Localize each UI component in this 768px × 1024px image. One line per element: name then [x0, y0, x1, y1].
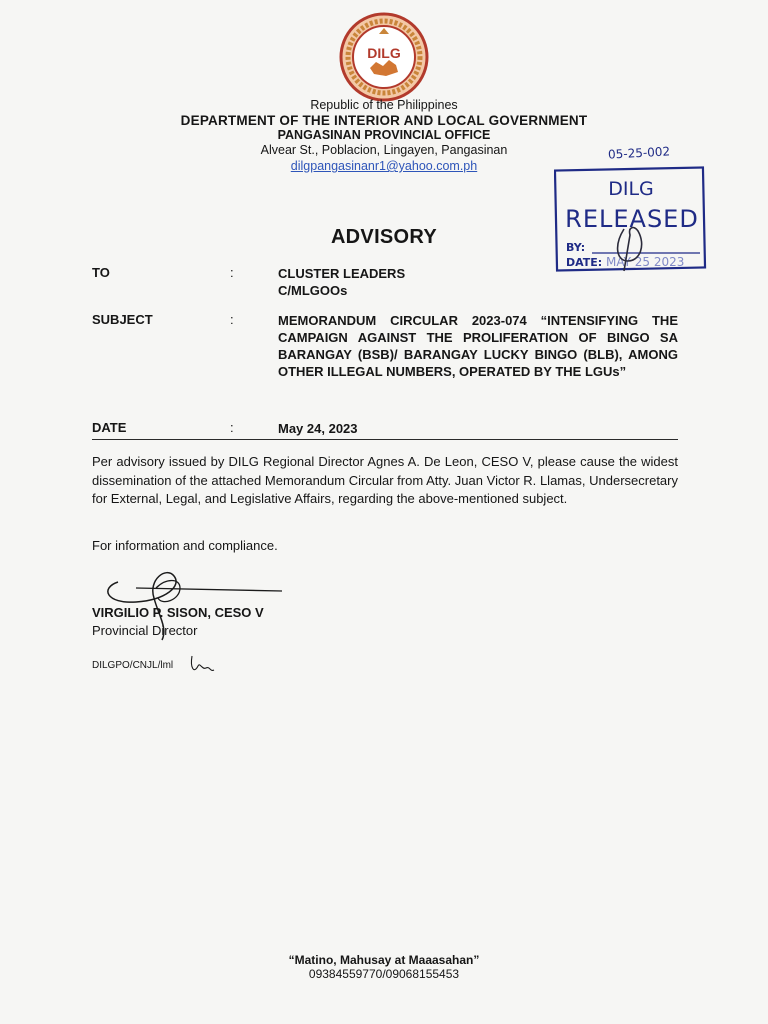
- subject-label: SUBJECT: [92, 312, 153, 327]
- to-label: TO: [92, 265, 110, 280]
- handwritten-initials: [188, 650, 218, 678]
- to-recipient: C/MLGOOs: [278, 283, 348, 298]
- to-colon: :: [230, 265, 234, 280]
- letterhead: [0, 98, 768, 174]
- released-stamp: [554, 165, 708, 273]
- signatory-title: Provincial Director: [92, 623, 198, 638]
- dilg-seal-icon: [336, 12, 432, 102]
- reference-initials: DILGPO/CNJL/lml: [92, 660, 174, 671]
- body-paragraph: Per advisory issued by DILG Regional Director Agnes A. De Leon, CESO V, please cause the widest dissemination of the attached Memorandum Circular from Atty. Juan Victor R. Llamas, Undersecretary for External, Legal, and Legislative Affairs, regarding the above-mentioned subject.: [92, 454, 678, 506]
- stamp-handwritten-date: 05-25-002: [607, 144, 671, 162]
- to-recipients: [278, 265, 678, 299]
- stamp-by-label: BY:: [566, 241, 586, 254]
- date-field: [92, 420, 678, 438]
- subject-text: MEMORANDUM CIRCULAR 2023-074 “INTENSIFYING THE CAMPAIGN AGAINST THE PROLIFERATION OF BINGO SA BARANGAY (BSB)/ BARANGAY LUCKY BINGO (BLB), AMONG OTHER ILLEGAL NUMBERS, OPERATED BY THE LGUs”: [278, 313, 678, 379]
- closing-line: For information and compliance.: [92, 538, 278, 553]
- divider: [92, 439, 678, 440]
- stamp-agency: DILG: [608, 178, 654, 200]
- footer: [0, 953, 768, 981]
- office-email-link[interactable]: dilgpangasinanr1@yahoo.com.ph: [290, 159, 478, 173]
- footer-motto: “Matino, Mahusay at Maaasahan”: [288, 953, 480, 967]
- office-name: PANGASINAN PROVINCIAL OFFICE: [277, 128, 491, 142]
- subject-colon: :: [230, 312, 234, 327]
- footer-phones: 09384559770/09068155453: [308, 967, 460, 981]
- office-address: Alvear St., Poblacion, Lingayen, Pangasinan: [260, 143, 508, 157]
- date-colon: :: [230, 420, 234, 435]
- stamp-date-label: DATE:: [566, 256, 603, 269]
- seal-text: DILG: [367, 45, 401, 61]
- date-label: DATE: [92, 420, 127, 435]
- stamp-status: RELEASED: [565, 205, 699, 233]
- republic-line: Republic of the Philippines: [310, 98, 458, 112]
- signatory-name: VIRGILIO P. SISON, CESO V: [92, 605, 264, 620]
- subject-field: [92, 312, 678, 404]
- department-name: DEPARTMENT OF THE INTERIOR AND LOCAL GOVERNMENT: [180, 113, 588, 128]
- document-title: ADVISORY: [330, 226, 438, 248]
- date-value: May 24, 2023: [278, 421, 358, 436]
- to-field: [92, 265, 678, 301]
- stamp-date-value: MAY 25 2023: [606, 255, 685, 269]
- to-recipient: CLUSTER LEADERS: [278, 266, 406, 281]
